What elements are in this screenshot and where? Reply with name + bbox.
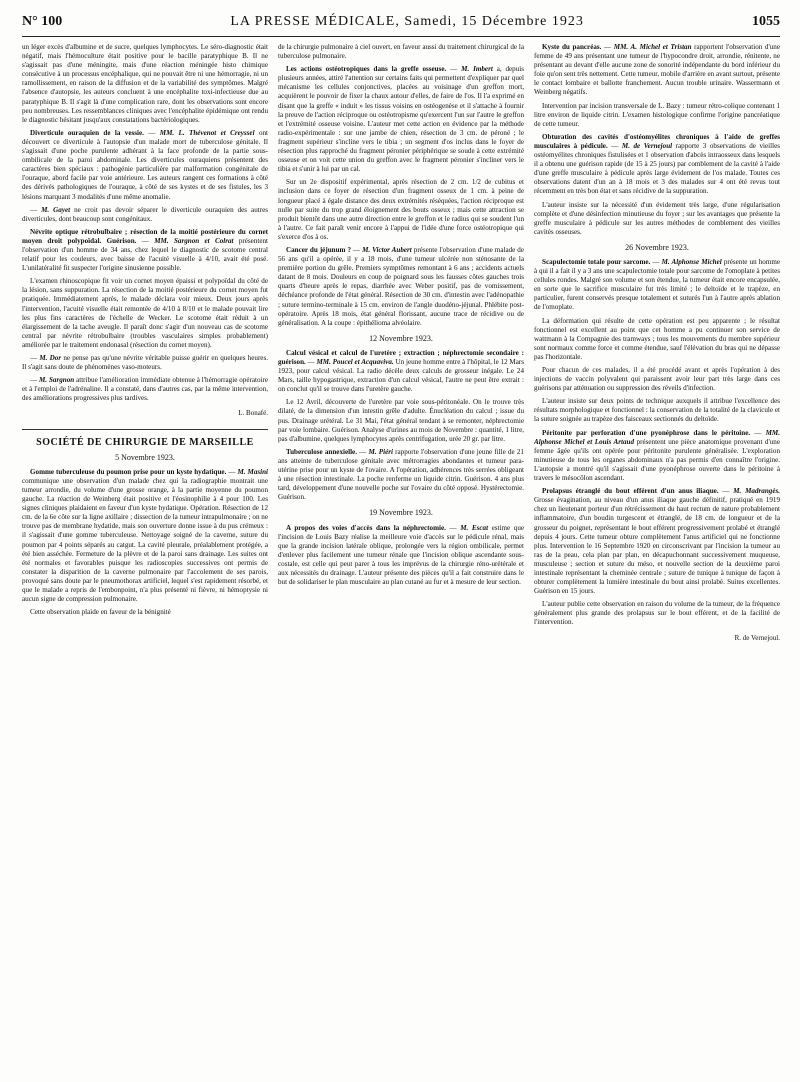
article-text: Un jeune homme entre à l'hôpital, le 12 Mars 1923, pour calcul vésical. La radio décèle deux calculs de grosseur inégale. Le 24 Mars, taille hypogastrique, extraction d'un calcul vésical, l'autre ne peut être extrait : on conclut qu'il se trouve dans l'uretère gauche. bbox=[278, 358, 524, 394]
article-text: Grosse évagination, au niveau d'un anus iliaque gauche définitif, pratiqué en 1919 chez un lieutenant porteur d'un rétrécissement du haut rectum de nature probablement inflammatoire, d'un boudin turgescent et étranglé, de 18 cm. de longueur et de la grosseur du poignet, représentant le bout efférent progressivement prolabé et étranglé depuis 4 jours. Cette tumeur obture complètement l'anus artificiel qui ne fonctionne plus. Intervention le 16 Septembre 1920 en circonscrivant par l'incision la tumeur au ras de la peau, cela plan par plan, en décapuchonnant successivement muqueuse, musculeuse ; section et suture du méso, et nouvelle section de la deuxième paroi intestinale représentant la cheminée centrale ; suture de tunique à tunique de façon à obturer complètement la lumière intestinale du bout ainsi prolabé. Suites excellentes. Guérison en 15 jours. bbox=[534, 496, 780, 596]
article-authors: M. Alphonse Michel bbox=[661, 257, 722, 266]
paragraph: L'auteur insiste sur deux points de technique auxquels il attribue l'excellence des résultats morphologique et fonctionnel : la conservation de la totalité de la clavicule et la suture soignée au trapèze des faisceaux sectionnés du deltoïde. bbox=[534, 397, 780, 424]
article-text: a, depuis plusieurs années, attiré l'attention sur certains faits qui permettent d'expliquer par quel mécanisme les cellules conjonctives, placées au voisinage d'un greffon mort, acquièrent le pouvoir de fixer la chaux autour d'elles, de faire de l'os. Il l'a exprimé en disant que la greffe « induit » les tissus voisins en ostéogenèse et il s'attache à fournir la preuve de l'action réciproque ou ostéotropisme qu'exercent l'un sur l'autre le greffon et l'extrémité osseuse voisine. L'auteur met cette action en évidence par la méthode radio-expérimentale : sur une jambe de chien, résection de 3 cm. de péroné ; le fragment supérieur s'incline vers le tibia ; un segment d'os inclus dans le foyer de résection plus rapproché du fragment péronier périphérique se soude à cette extrémité osseuse et on voit cette union du greffon avec le fragment péronier s'incliner vers le tibia et s'unir à lui par un cal. bbox=[278, 65, 524, 174]
article-voies: A propos des voies d'accès dans la néphrectomie. — M. Escat estime que l'incision de Louis Bazy réalise la meilleure voie d'accès sur le pédicule rénal, mais que la grande incision latérale oblique, prolongée vers la région ombilicale, permet d'enlever plus facilement une tumeur rénale que l'incision oblique ascendante sous-costale, est celle qui peut parer à tous les imprévus de la chirurgie réno-urétérale et aux nécessités du drainage. L'auteur présente des pièces qu'il a fait construire dans le but de solidariser le plan musculaire au plan cutané au fur et à mesure de leur section. bbox=[278, 523, 524, 587]
article-authors: M. Piéri bbox=[368, 447, 393, 456]
paragraph: Cette observation plaide en faveur de la bénignité bbox=[30, 608, 171, 617]
article-title: Les actions ostéotropiques dans la greffe osseuse. bbox=[286, 65, 447, 74]
paragraph: Le 12 Avril, découverte de l'uretère par voie sous-péritonéale. On le trouve très dilaté, de la dimension d'un intestin grêle d'adulte. Énucléation du calcul ; issue du pus. Drainage urétéral. Le 31 Mai, l'état général tendant à se remonter, néphrectomie par voie lombaire. Guérison. Analyse d'urines au mois de Novembre : quantité, 1 litre, pas d'albumine, quelques lymphocytes après centrifugation, urée 20 gr. par litre. bbox=[278, 398, 524, 443]
article-title: Péritonite par perforation d'une pyonéphrose dans le péritoine. bbox=[542, 428, 751, 437]
paragraph: Intervention par incision transversale de L. Bazy : tumeur rétro-colique contenant 1 litre environ de liquide citrin. L'examen histologique confirme l'origine pancréatique de cette tumeur. bbox=[534, 101, 780, 128]
paragraph: Pour chacun de ces malades, il a été procédé avant et après l'opération à des injections de vaccin polyvalent qui paraissent avoir leur part très large dans ces guérisons par atténuation ou suppression des réveils d'infection. bbox=[534, 366, 780, 393]
article-annex: Tuberculose annexielle. — M. Piéri rapporte l'observation d'une jeune fille de 21 ans atteinte de tuberculose génitale avec métrorragies abondantes et tumeur para-utérine prise pour un kyste de l'ovaire. A l'opération, adhérences très serrées obligeant à une résection intestinale. La poche renferme un liquide citrin. Guérison. 4 ans plus tard, développement d'une nouvelle poche sur l'ovaire du côté opposé. Hystérectomie. Guérison. bbox=[278, 447, 524, 502]
session-date: 5 Novembre 1923. bbox=[115, 452, 175, 462]
article-text: estime que l'incision de Louis Bazy réalise la meilleure voie d'accès sur le pédicule rénal, mais que la grande incision latérale oblique, prolongée vers la région ombilicale, permet d'enlever plus facilement une tumeur rénale que l'incision oblique ascendante sous-costale, est celle qui peut parer à tous les imprévus de la chirurgie réno-urétérale et aux nécessités du drainage. L'auteur présente des pièces qu'il a fait construire dans le but de solidariser le plan musculaire au plan cutané au fur et à mesure de leur section. bbox=[278, 523, 524, 587]
page-header bbox=[22, 14, 780, 37]
article-prolapsus: Prolapsus étranglé du bout efférent d'un anus iliaque. — M. Madrangès. Grosse évagination, au niveau d'un anus iliaque gauche définitif, pratiqué en 1919 chez un lieutenant porteur d'un rétrécissement du haut rectum de nature probablement inflammatoire, d'un boudin turgescent et étranglé, de 18 cm. de longueur et de la grosseur du poignet, représentant le bout efférent progressivement prolabé et étranglé depuis 4 jours. Cette tumeur obture complètement l'anus artificiel qui ne fonctionne plus. Intervention le 16 Septembre 1920 en circonscrivant par l'incision la tumeur au ras de la peau, cela plan par plan, en décapuchonnant successivement muqueuse, musculeuse ; section et suture du méso, et nouvelle section de la deuxième paroi intestinale représentant la cheminée centrale ; suture de tunique à tunique de façon à obturer complètement la lumière intestinale du bout ainsi prolabé. Suites excellentes. Guérison en 15 jours. bbox=[534, 487, 780, 596]
article-text: présente un homme à qui il a fait il y a 3 ans une scapulectomie totale pour sarcome de l'omoplate à petites cellules rondes. Malgré son volume et son étendue, la tumeur était encore encapsulée, en sorte que le sacrifice musculaire fut très limité ; le deltoïde et le trapèze, en particulier, furent conservés presque totalement et suturés l'un à l'autre après ablation de l'omoplate. bbox=[534, 257, 780, 312]
column-1 bbox=[22, 43, 268, 1081]
article-peritonite: Péritonite par perforation d'une pyonéphrose dans le péritoine. — MM. Alphonse Michel et Louis Artaud présentent une pièce anatomique provenant d'une femme âgée qu'ils ont opérée pour péritonite purulente généralisée. L'exploration minutieuse de tous les organes abdominaux n'a pas permis d'en connaître l'origine. L'autopsie a montré qu'il s'agissait d'une pyonéphrose ouverte dans le péritoine à travers le mésocôlon ascendant. bbox=[534, 428, 780, 483]
session-date: 19 Novembre 1923. bbox=[369, 508, 433, 518]
article-text: rapporte l'observation d'une jeune fille de 21 ans atteinte de tuberculose génitale avec métrorragies abondantes et tumeur para-utérine prise pour un kyste de l'ovaire. A l'opération, adhérences très serrées obligeant à une résection intestinale. La poche renferme un liquide citrin. Guérison. 4 ans plus tard, développement d'une nouvelle poche sur l'ovaire du côté opposé. Hystérectomie. Guérison. bbox=[278, 447, 524, 502]
comment-author: M. Dor bbox=[39, 354, 62, 362]
paragraph: un léger excès d'albumine et de sucre, quelques lymphocytes. Le séro-diagnostic était négatif, mais l'hémoculture était positive pour le bacille paratyphique B. Il ne s'agissait pas d'une méningite, mais d'une réaction méningée histo chimique consécutive à un processus encéphalique, qui ne pouvait être ni une hémorragie, ni un ramollissement, en raison de la diffusion et de la variabilité des symptômes. Malgré l'absence d'autopsie, les auteurs concluent à une encéphalite toxi-infectieuse due au paratyphique B. Il s'agit là d'une complication rare, dont les observations sont encore peu nombreuses. Les ressemblances cliniques avec l'encéphalite épidémique ont rendu le diagnostic hésitant jusqu'aux constatations bactériologiques. bbox=[22, 43, 268, 124]
article-authors: MM. L. Thévenot et Creyssel bbox=[159, 128, 255, 137]
comment-author: M. Sargnon bbox=[38, 376, 75, 385]
article-kyste: Kyste du pancréas. — MM. A. Michel et Tristan rapportent l'observation d'une femme de 49 ans présentant une tumeur de l'hypocondre droit, arrondie, rénitente, ne présentant au devant d'elle aucune zone de sonorité indépendante du bord inférieur du foie qu'on sent très nettement. Cette tumeur, mobile d'arrière en avant surtout, présente le contact lombaire et ballotte franchement. Aucun trouble urinaire. Wassermann et Weinberg négatifs. bbox=[534, 43, 780, 97]
article-calcul: Calcul vésical et calcul de l'uretère ; extraction ; néphrectomie secondaire : guérison. — MM. Poucel et Acquaviva. Un jeune homme entre à l'hôpital, le 12 Mars 1923, pour calcul vésical. La radio décèle deux calculs de grosseur inégale. Le 24 Mars, taille hypogastrique, extraction d'un calcul vésical, l'autre ne peut être extrait : on conclut qu'il se trouve dans l'uretère gauche. bbox=[278, 348, 524, 394]
article-text: ont découvert ce diverticule à l'autopsie d'un malade mort de tuberculose génitale. Il s'agissait d'une poche purulente adhérant à la face profonde de la partie sous-ombilicale de la paroi abdominale. Les diverticules ouraquiens présentent des caractères bien spéciaux : pathogénie particulière par malformation congénitale de l'ouraque, abord facile par voie antérieure. Les auteurs rangent ces formations à côté des dérivés pathologiques de l'ouraque, à côté de ses kystes et de ses fistules, les 3 lésions marquant 3 modalités d'une même anomalie. bbox=[22, 128, 268, 201]
folio: 1055 bbox=[752, 14, 780, 29]
article-text: rapporte 3 observations de vieilles ostéomyélites chroniques fistulisées et 1 observation d'abcès intraosseux dans lesquels il a obtenu une guérison rapide (de 15 à 25 jours) par comblement de la cavité à l'aide d'une greffe musculaire à pédicule après large évidement de l'os malade. Toutes ces observations datent d'un an à 18 mois et 3 des malades sur 4 ont été revus tout récemment en très bon état et sans récidive de la suppuration. bbox=[534, 141, 780, 196]
article-gomme: Gomme tuberculeuse du poumon prise pour un kyste hydatique. — M. Masini communique une observation d'un malade chez qui la radiographie montrait une tumeur arrondie, du volume d'une grosse orange, à la partie moyenne du poumon gauche. La réaction de Weinberg était positive et l'éosinophilie à 4 pour 100. Les signes cliniques plaidaient en faveur d'un kyste hydatique. Opération. Résection de 12 cm. de la 6e côte sur la ligne axillaire ; dissection de la tumeur intrapulmonaire ; on ne trouve pas de membrane hydatide, mais son ouverture donne issue à du pus crémeux : il s'agissait d'une gomme tuberculeuse. Nettoyage soigné de la caverne, suture du poumon par 4 points séparés au catgut. La cavité pleurale, préalablement protégée, a été bien asséchée. Fermeture de la plèvre et de la paroi sans drainage. Les suites ont été normales et favorables puisque les radioscopies successives ont permis de constater la disparition de la caverne pulmonaire par l'accolement de ses parois, provoqué sans doute par le pneumothorax artificiel, lequel s'est rapidement résorbé, et que le malade a repris de l'embonpoint, n'a plus présenté ni fièvre, ni hémoptysie ni aucun signe de compression pulmonaire. bbox=[22, 467, 268, 604]
article-title: Scapulectomie totale pour sarcome. bbox=[542, 257, 651, 266]
article-authors: M. Victor Aubert bbox=[362, 245, 412, 254]
article-authors: M. Madrangès. bbox=[733, 487, 780, 496]
article-nevrite: Névrite optique rétrobulbaire ; résection de la moitié postérieure du cornet moyen droit polypoïdal. Guérison. — MM. Sargnon et Colrat présentent l'observation d'un homme de 34 ans, chez lequel le diagnostic de scotome central relatif pour les couleurs, avec baisse de l'acuité visuelle à 4/10, avait été posé. L'unilatéralité fit suspecter l'origine sinusienne possible. bbox=[22, 227, 268, 273]
article-text: présentent une pièce anatomique provenant d'une femme âgée qu'ils ont opérée pour péritonite purulente généralisée. L'exploration minutieuse de tous les organes abdominaux n'a pas permis d'en connaître l'origine. L'autopsie a montré qu'il s'agissait d'une pyonéphrose ouverte dans le péritoine à travers le mésocôlon ascendant. bbox=[534, 437, 780, 483]
article-diverticule: Diverticule ouraquien de la vessie. — MM. L. Thévenot et Creyssel ont découvert ce diverticule à l'autopsie d'un malade mort de tuberculose génitale. Il s'agissait d'une poche purulente adhérant à la face profonde de la partie sous-ombilicale de la paroi abdominale. Les diverticules ouraquiens présentent des caractères bien spéciaux : pathogénie particulière par malformation congénitale de l'ouraque, abord facile par voie antérieure. Les auteurs rangent ces formations à côté des dérivés pathologiques de l'ouraque, à côté de ses kystes et de ses fistules, les 3 lésions marquant 3 modalités d'une même anomalie. bbox=[22, 128, 268, 201]
article-jejunum: Cancer du jéjunum ? — M. Victor Aubert présente l'observation d'une malade de 56 ans qu'il a opérée, il y a 18 mois, d'une tumeur ulcérée non sténosante de la première portion du grêle. Premiers symptômes remontant à 6 ans ; accidents actuels datant de 8 mois. Douleurs en coup de poignard sous les fausses côtes gauches trois quarts d'heure après le repas, diarrhée avec Weber positif, pas de vomissement, déchéance profonde de l'état général. Résection de 30 cm. d'intestin avec l'adénopathie ; suture termino-terminale à 15 cm. environ de l'angle duodéno-jéjunal. Phlébite post-opératoire. Après 18 mois, état général florissant, aucune trace de récidive ou de généralisation. A la coupe : épithélioma alvéolaire. bbox=[278, 245, 524, 327]
column-2 bbox=[278, 43, 524, 1081]
session-date: 12 Novembre 1923. bbox=[369, 333, 433, 343]
page-number: N° 100 bbox=[22, 14, 63, 29]
article-title: A propos des voies d'accès dans la néphrectomie. bbox=[286, 523, 446, 532]
comment-dor: — M. Dor ne pense pas qu'une névrite véritable puisse guérir en quelques heures. Il s'agit sans doute de phénomènes vaso-moteurs. bbox=[22, 354, 268, 372]
article-text: présentent l'observation d'un homme de 34 ans, chez lequel le diagnostic de scotome central relatif pour les couleurs, avec baisse de l'acuité visuelle à 4/10, avait été posé. L'unilatéralité fit suspecter l'origine sinusienne possible. bbox=[22, 236, 268, 273]
article-authors: MM. Poucel et Acquaviva. bbox=[316, 358, 394, 366]
paragraph: de la chirurgie pulmonaire à ciel ouvert, en faveur aussi du traitement chirurgical de la tuberculose pulmonaire. bbox=[278, 43, 524, 61]
article-osteo: Les actions ostéotropiques dans la greffe osseuse. — M. Imbert a, depuis plusieurs années, attiré l'attention sur certains faits qui permettent d'expliquer par quel mécanisme les cellules conjonctives, placées au voisinage d'un greffon mort, acquièrent le pouvoir de fixer la chaux autour d'elles, de faire de l'os. Il l'a exprimé en disant que la greffe « induit » les tissus voisins en ostéogenèse et il s'attache à fournir la preuve de l'action réciproque ou ostéotropisme qu'exercent l'un sur l'autre le greffon et l'extrémité osseuse voisine. L'auteur met cette action en évidence par la méthode radio-expérimentale : sur une jambe de chien, résection de 3 cm. de péroné ; le fragment supérieur s'incline vers le tibia ; un segment d'os inclus dans le foyer de résection plus rapproché du fragment péronier périphérique se soude à cette extrémité osseuse et on voit cette union du greffon avec le fragment péronier s'incliner vers le tibia et s'unir à lui par un cal. bbox=[278, 65, 524, 174]
society-heading: SOCIÉTÉ DE CHIRURGIE DE MARSEILLE bbox=[22, 429, 268, 447]
article-text: communique une observation d'un malade chez qui la radiographie montrait une tumeur arrondie, du volume d'une grosse orange, à la partie moyenne du poumon gauche. La réaction de Weinberg était positive et l'éosinophilie à 4 pour 100. Les signes cliniques plaidaient en faveur d'un kyste hydatique. Opération. Résection de 12 cm. de la 6e côte sur la ligne axillaire ; dissection de la tumeur intrapulmonaire ; on ne trouve pas de membrane hydatide, mais son ouverture donne issue à du pus crémeux : il s'agissait d'une gomme tuberculeuse. Nettoyage soigné de la caverne, suture du poumon par 4 points séparés au catgut. La cavité pleurale, préalablement protégée, a été bien asséchée. Fermeture de la plèvre et de la paroi sans drainage. Les suites ont été normales et favorables puisque les radioscopies successives ont permis de constater la disparition de la caverne pulmonaire par l'accolement de ses parois, provoqué sans doute par le pneumothorax artificiel, lequel s'est rapidement résorbé, et que le malade a repris de l'embonpoint, n'a plus présenté ni fièvre, ni hémoptysie ni aucun signe de compression pulmonaire. bbox=[22, 476, 268, 604]
article-scapulectomie: Scapulectomie totale pour sarcome. — M. Alphonse Michel présente un homme à qui il a fait il y a 3 ans une scapulectomie totale pour sarcome de l'omoplate à petites cellules rondes. Malgré son volume et son étendue, la tumeur était encore encapsulée, en sorte que le sacrifice musculaire fut très limité ; le deltoïde et le trapèze, en particulier, furent conservés presque totalement et suturés l'un à l'autre après ablation de l'omoplate. bbox=[534, 257, 780, 312]
paragraph: Sur un 2e dispositif expérimental, après résection de 2 cm. 1/2 de cubitus et inclusion dans ce foyer de résection d'un fragment osseux de 1 cm. à peine de longueur placé à égale distance des deux extrémités réséquées, l'action réciproque est nulle par suite du trop grand éloignement des bouts osseux ; mais cette attraction se produit bientôt dans une autre direction entre le greffon et le radius qui se soudent l'un à l'autre. Ce fait paraît venir encore à l'appui de l'idée d'une force ostéotropique qui s'exerce d'os à os. bbox=[278, 178, 524, 241]
article-obturation: Obturation des cavités d'ostéomyélites chroniques à l'aide de greffes musculaires à pédicule. — M. de Vernejoul rapporte 3 observations de vieilles ostéomyélites chroniques fistulisées et 1 observation d'abcès intraosseux dans lesquels il a obtenu une guérison rapide (de 15 à 25 jours) par comblement de la cavité à l'aide d'une greffe musculaire à pédicule après large évidement de l'os malade. Toutes ces observations datent d'un an à 18 mois et 3 des malades sur 4 ont été revus tout récemment en très bon état et sans récidive de la suppuration. bbox=[534, 132, 780, 196]
paragraph: L'examen rhinoscopique fit voir un cornet moyen épaissi et polypoïdal du côté de la lésion, sans suppuration. La résection de la moitié postérieure du cornet moyen fut pratiquée. Immédiatement après, le malade déclara voir mieux. Deux jours après l'intervention, l'acuité visuelle était remontée de 4/10 à 8/10 et le malade pouvait lire les plus fins caractères de l'échelle de Wecker. Le scotome était réduit à un élargissement de la tache aveugle. Il paraît donc s'agir d'un nouveau cas de scotome central par névrite rétrobulbaire (troubles vasculaires simples probablement) améliorée par le traitement endonasal (résection du cornet moyen). bbox=[22, 277, 268, 349]
article-authors: MM. Sargnon et Colrat bbox=[154, 236, 234, 245]
paragraph: La déformation qui résulte de cette opération est peu apparente ; le résultat fonctionnel est excellent au point que cet homme a pu continuer son service de wattmann à la Compagnie des tramways ; tous les mouvements du membre supérieur sont normaux comme force et comme étendue, sauf l'élévation du bras qui ne dépasse pas l'horizontale. bbox=[534, 316, 780, 361]
article-title: Calcul vésical et calcul de l'uretère ; extraction ; néphrectomie secondaire : guérison. bbox=[278, 348, 524, 366]
paragraph: L'auteur publie cette observation en raison du volume de la tumeur, de la fréquence généralement plus grande des prolapsus sur le bout efférent, et de la facilité de l'intervention. bbox=[534, 600, 780, 627]
article-authors: M. Imbert bbox=[461, 65, 493, 74]
article-authors: MM. Alphonse Michel et Louis Artaud bbox=[534, 428, 780, 446]
journal-title: LA PRESSE MÉDICALE, Samedi, 15 Décembre 1923 bbox=[230, 14, 584, 29]
comment-text: attribue l'amélioration immédiate obtenue à l'hémorragie opératoire et à l'emploi de l'adrénaline. Il a constaté, dans d'autres cas, par la même intervention, des améliorations progressives plus tardives. bbox=[22, 376, 268, 403]
article-authors: MM. A. Michel et Tristan bbox=[613, 43, 692, 51]
article-title: Diverticule ouraquien de la vessie. bbox=[30, 128, 144, 137]
article-title: Cancer du jéjunum ? bbox=[286, 245, 351, 254]
comment-author: M. Gayet bbox=[41, 205, 71, 214]
column-3 bbox=[534, 43, 780, 1081]
article-authors: M. Masini bbox=[237, 467, 268, 476]
comment-sargnon: — M. Sargnon attribue l'amélioration immédiate obtenue à l'hémorragie opératoire et à l'emploi de l'adrénaline. Il a constaté, dans d'autres cas, par la même intervention, des améliorations progressives plus tardives. bbox=[22, 376, 268, 403]
comment-gayet: — M. Gayet ne croit pas devoir séparer le diverticule ouraquien des autres diverticules, dont beaucoup sont congénitaux. bbox=[22, 205, 268, 223]
article-title: Névrite optique rétrobulbaire ; résection de la moitié postérieure du cornet moyen droit polypoïdal. Guérison. bbox=[22, 227, 268, 245]
article-title: Obturation des cavités d'ostéomyélites chroniques à l'aide de greffes musculaires à pédicule. bbox=[534, 132, 780, 150]
session-date: 26 Novembre 1923. bbox=[625, 242, 689, 252]
article-text: présente l'observation d'une malade de 56 ans qu'il a opérée, il y a 18 mois, d'une tumeur ulcérée non sténosante de la première portion du grêle. Premiers symptômes remontant à 6 ans ; accidents actuels datant de 8 mois. Douleurs en coup de poignard sous les fausses côtes gauches trois quarts d'heure après le repas, diarrhée avec Weber positif, pas de vomissement, déchéance profonde de l'état général. Résection de 30 cm. d'intestin avec l'adénopathie ; suture termino-terminale à 15 cm. environ de l'angle duodéno-jéjunal. Phlébite post-opératoire. Après 18 mois, état général florissant, aucune trace de récidive ou de généralisation. A la coupe : épithélioma alvéolaire. bbox=[278, 245, 524, 327]
comment-text: ne croit pas devoir séparer le diverticule ouraquien des autres diverticules, dont beaucoup sont congénitaux. bbox=[22, 205, 268, 223]
comment-text: ne pense pas qu'une névrite véritable puisse guérir en quelques heures. Il s'agit sans doute de phénomènes vaso-moteurs. bbox=[22, 354, 268, 372]
article-authors: M. Escat bbox=[460, 523, 489, 532]
article-title: Gomme tuberculeuse du poumon prise pour un kyste hydatique. bbox=[30, 467, 227, 476]
signature: L. Bonafé. bbox=[238, 409, 268, 418]
signature: R. de Vernejoul. bbox=[734, 633, 780, 642]
columns bbox=[22, 43, 780, 1081]
article-text: rapportent l'observation d'une femme de 49 ans présentant une tumeur de l'hypocondre droit, arrondie, rénitente, ne présentant au devant d'elle aucune zone de sonorité indépendante du bord inférieur du foie qu'on sent très nettement. Cette tumeur, mobile d'arrière en avant surtout, présente le contact lombaire et ballotte franchement. Aucun trouble urinaire. Wassermann et Weinberg négatifs. bbox=[534, 43, 780, 97]
paragraph: L'auteur insiste sur la nécessité d'un évidement très large, d'une régularisation complète et d'une désinfection minutieuse du foyer ; sur les avantages que présente la greffe musculaire à pédicule sur les autres méthodes de comblement des vieilles cavités osseuses. bbox=[534, 200, 780, 236]
article-title: Tuberculose annexielle. bbox=[286, 447, 357, 456]
article-title: Kyste du pancréas. bbox=[542, 43, 602, 51]
article-title: Prolapsus étranglé du bout efférent d'un anus iliaque. bbox=[542, 487, 719, 496]
article-authors: M. de Vernejoul bbox=[621, 141, 673, 150]
